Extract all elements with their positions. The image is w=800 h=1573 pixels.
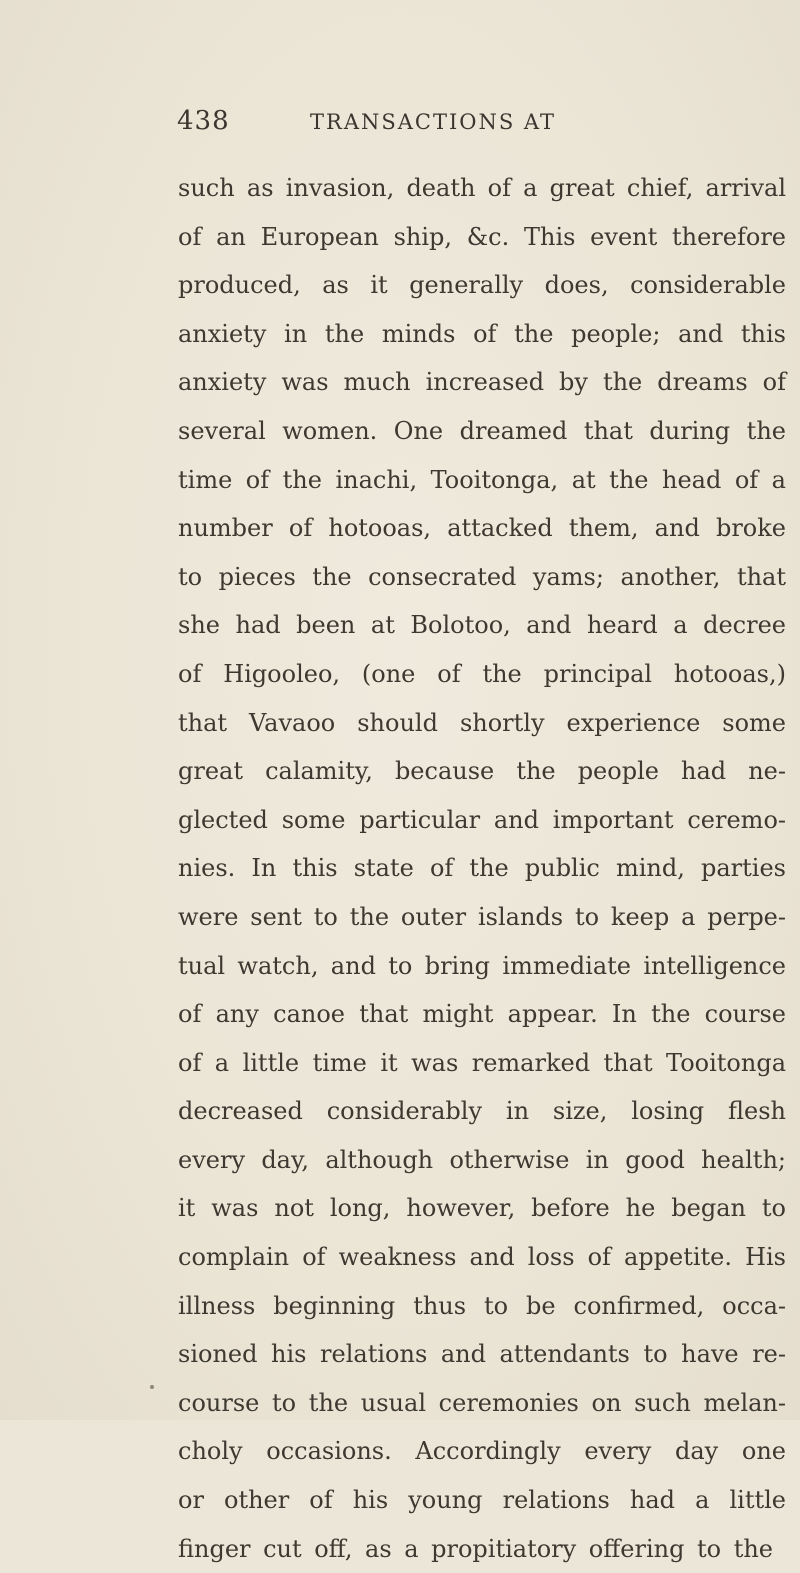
text-line: illness beginning thus to be confirmed, occa- xyxy=(178,1291,786,1320)
text-line: sioned his relations and attendants to have re- xyxy=(178,1340,786,1369)
text-line: of Higooleo, (one of the principal hotooas,) xyxy=(178,659,786,688)
text-line: or other of his young relations had a little xyxy=(178,1486,786,1515)
text-line: time of the inachi, Tooitonga, at the head of a xyxy=(178,465,786,494)
text-line: she had been at Bolotoo, and heard a decree xyxy=(178,611,786,640)
text-line: course to the usual ceremonies on such melan- xyxy=(178,1388,786,1417)
text-line: were sent to the outer islands to keep a perpe- xyxy=(178,902,786,931)
text-line: it was not long, however, before he began to xyxy=(178,1194,786,1223)
page-number: 438 xyxy=(177,106,230,136)
text-line: anxiety was much increased by the dreams of xyxy=(178,368,786,397)
paper-speck xyxy=(150,1385,154,1389)
text-line: choly occasions. Accordingly every day one xyxy=(178,1437,786,1466)
text-line: several women. One dreamed that during the xyxy=(178,416,786,445)
text-line: to pieces the consecrated yams; another, that xyxy=(178,562,786,591)
text-line: decreased considerably in size, losing flesh xyxy=(178,1097,786,1126)
text-line: produced, as it generally does, considerable xyxy=(178,271,786,300)
text-line: number of hotooas, attacked them, and broke xyxy=(178,514,786,543)
running-header xyxy=(0,106,800,142)
text-line: great calamity, because the people had ne- xyxy=(178,757,786,786)
text-line: finger cut off, as a propitiatory offering to the xyxy=(178,1534,773,1563)
text-line: such as invasion, death of a great chief, arrival xyxy=(178,174,786,202)
text-line: nies. In this state of the public mind, parties xyxy=(178,854,786,883)
body-paragraph xyxy=(178,164,786,1573)
running-title: TRANSACTIONS AT xyxy=(310,110,556,134)
text-line: glected some particular and important ceremo- xyxy=(178,805,786,834)
text-line: complain of weakness and loss of appetite. His xyxy=(178,1243,786,1272)
text-line: every day, although otherwise in good health; xyxy=(178,1145,786,1174)
text-line: of an European ship, &c. This event therefore xyxy=(178,222,786,251)
text-line: that Vavaoo should shortly experience some xyxy=(178,708,786,737)
text-line: anxiety in the minds of the people; and this xyxy=(178,319,786,348)
text-line: of a little time it was remarked that Tooitonga xyxy=(178,1048,786,1077)
text-line: tual watch, and to bring immediate intelligence xyxy=(178,951,786,980)
text-line: of any canoe that might appear. In the course xyxy=(178,1000,786,1029)
